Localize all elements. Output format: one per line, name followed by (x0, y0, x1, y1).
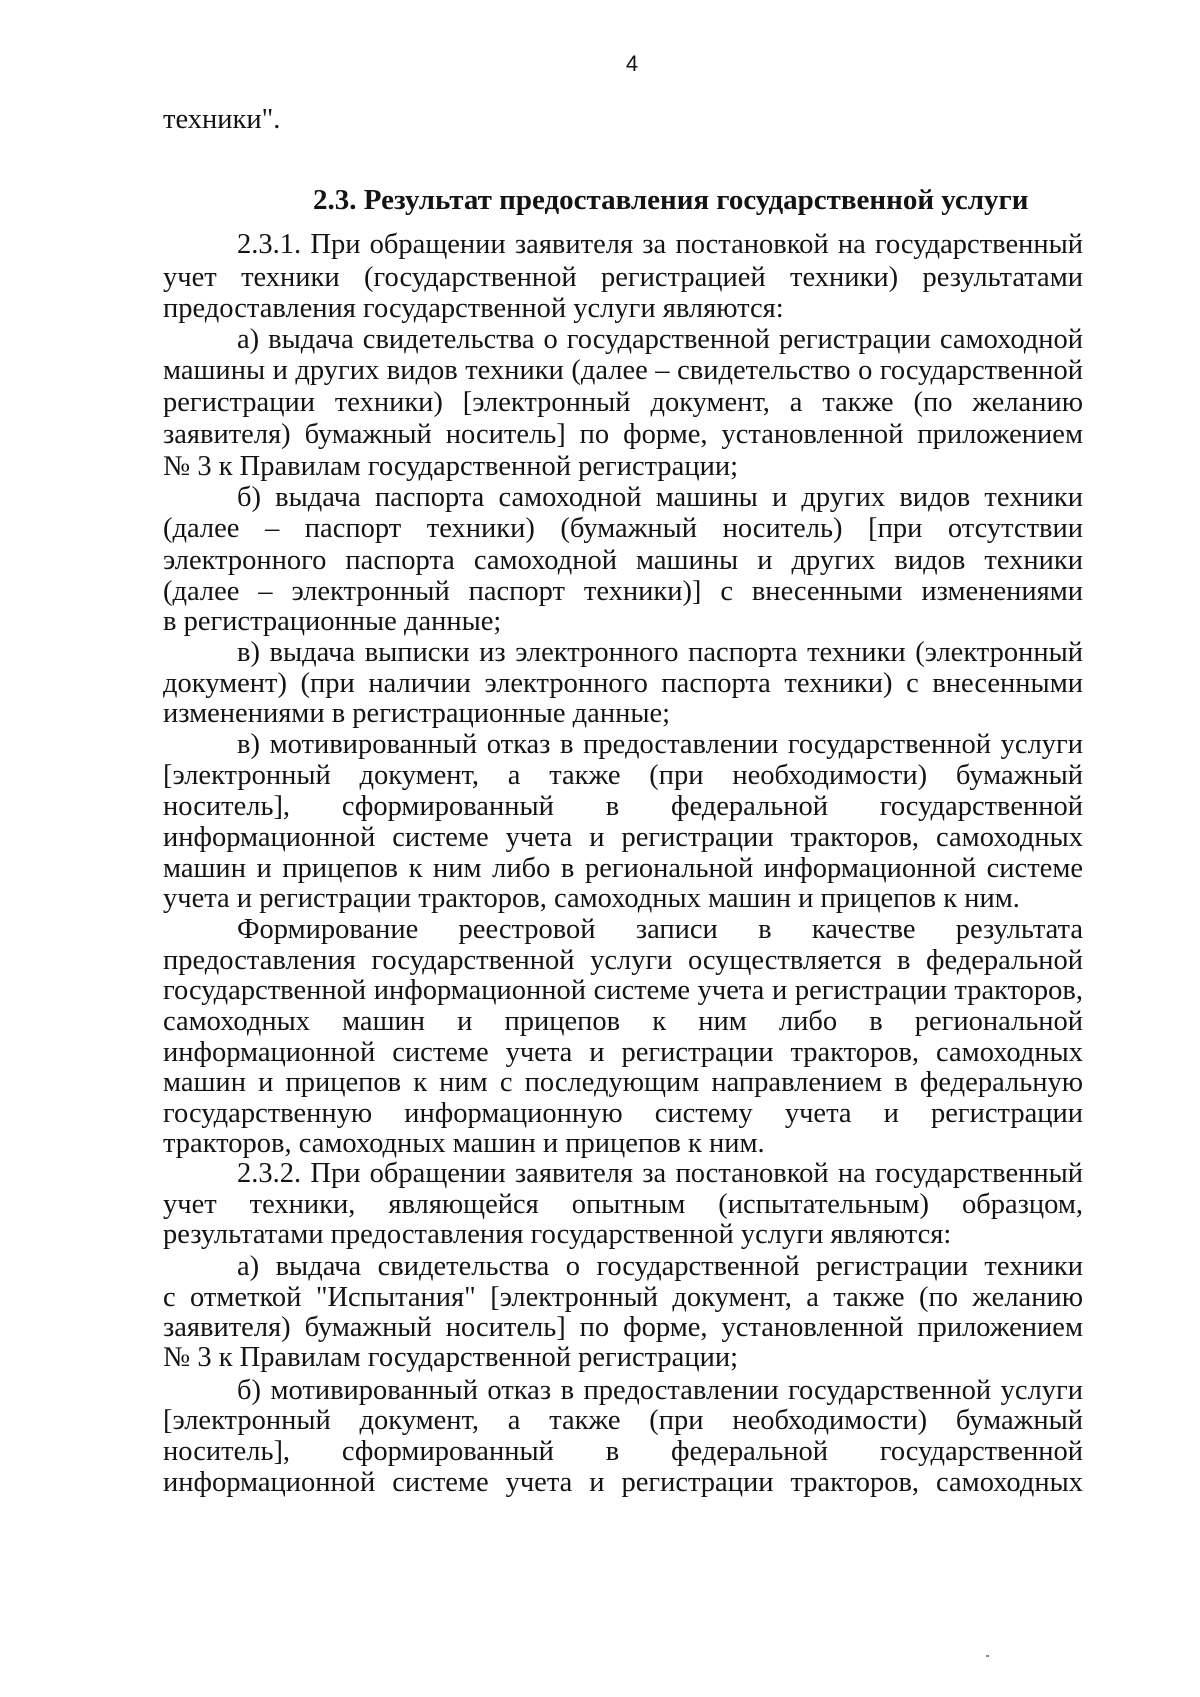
text-line: [электронный документ, а также (при необходимости) бумажный (163, 760, 1083, 791)
text-line: в регистрационные данные; (163, 606, 502, 637)
text-line: № 3 к Правилам государственной регистрации; (163, 1342, 738, 1373)
text-line: в) мотивированный отказ в предоставлении государственной услуги (237, 729, 1083, 760)
section-heading: 2.3. Результат предоставления государственной услуги (313, 184, 1029, 216)
text-line: в) выдача выписки из электронного паспорта техники (электронный (237, 637, 1083, 668)
text-line: предоставления государственной услуги осуществляется в федеральной (163, 945, 1083, 976)
text-line: б) мотивированный отказ в предоставлении государственной услуги (237, 1375, 1083, 1406)
text-line: государственной информационной системе учета и регистрации тракторов, (163, 975, 1083, 1006)
text-line: а) выдача свидетельства о государственной регистрации самоходной (237, 324, 1083, 355)
text-line: № 3 к Правилам государственной регистрации; (163, 451, 738, 482)
text-line: машин и прицепов к ним с последующим направлением в федеральную (163, 1067, 1083, 1098)
text-line: предоставления государственной услуги являются: (163, 293, 784, 324)
text-line: с отметкой "Испытания" [электронный документ, а также (по желанию (163, 1282, 1083, 1313)
text-line: носитель], сформированный в федеральной государственной (163, 791, 1083, 822)
text-line: Формирование реестровой записи в качестве результата (237, 914, 1083, 945)
text-line: заявителя) бумажный носитель] по форме, установленной приложением (163, 419, 1083, 450)
text-line: самоходных машин и прицепов к ним либо в региональной (163, 1006, 1083, 1037)
text-line: информационной системе учета и регистрации тракторов, самоходных (163, 1467, 1083, 1498)
text-line: изменениями в регистрационные данные; (163, 698, 671, 729)
text-line: заявителя) бумажный носитель] по форме, установленной приложением (163, 1312, 1083, 1343)
text-line: регистрации техники) [электронный документ, а также (по желанию (163, 387, 1083, 418)
text-line: (далее – паспорт техники) (бумажный носитель) [при отсутствии (163, 513, 1083, 544)
text-line: государственную информационную систему учета и регистрации (163, 1098, 1083, 1129)
text-line: документ) (при наличии электронного паспорта техники) с внесенными (163, 668, 1083, 699)
scan-speck (986, 1655, 989, 1657)
text-line: тракторов, самоходных машин и прицепов к ним. (163, 1128, 765, 1159)
text-line: учет техники (государственной регистрацией техники) результатами (163, 262, 1083, 293)
page-number: 4 (625, 51, 639, 76)
text-line: результатами предоставления государственной услуги являются: (163, 1219, 952, 1250)
text-line: (далее – электронный паспорт техники)] с внесенными изменениями (163, 576, 1083, 607)
text-line: [электронный документ, а также (при необходимости) бумажный (163, 1405, 1083, 1436)
text-line: учета и регистрации тракторов, самоходных машин и прицепов к ним. (163, 883, 1020, 914)
text-line: техники". (163, 104, 281, 135)
text-line: машины и других видов техники (далее – свидетельство о государственной (163, 355, 1083, 386)
text-line: машин и прицепов к ним либо в региональной информационной системе (163, 853, 1083, 884)
text-line: информационной системе учета и регистрации тракторов, самоходных (163, 1037, 1083, 1068)
text-line: б) выдача паспорта самоходной машины и других видов техники (237, 482, 1083, 513)
text-line: 2.3.1. При обращении заявителя за постановкой на государственный (237, 229, 1083, 260)
text-line: учет техники, являющейся опытным (испытательным) образцом, (163, 1189, 1083, 1220)
text-line: а) выдача свидетельства о государственной регистрации техники (237, 1251, 1083, 1282)
text-line: информационной системе учета и регистрации тракторов, самоходных (163, 822, 1083, 853)
text-line: электронного паспорта самоходной машины и других видов техники (163, 545, 1083, 576)
text-line: носитель], сформированный в федеральной государственной (163, 1436, 1083, 1467)
text-line: 2.3.2. При обращении заявителя за постановкой на государственный (237, 1158, 1083, 1189)
